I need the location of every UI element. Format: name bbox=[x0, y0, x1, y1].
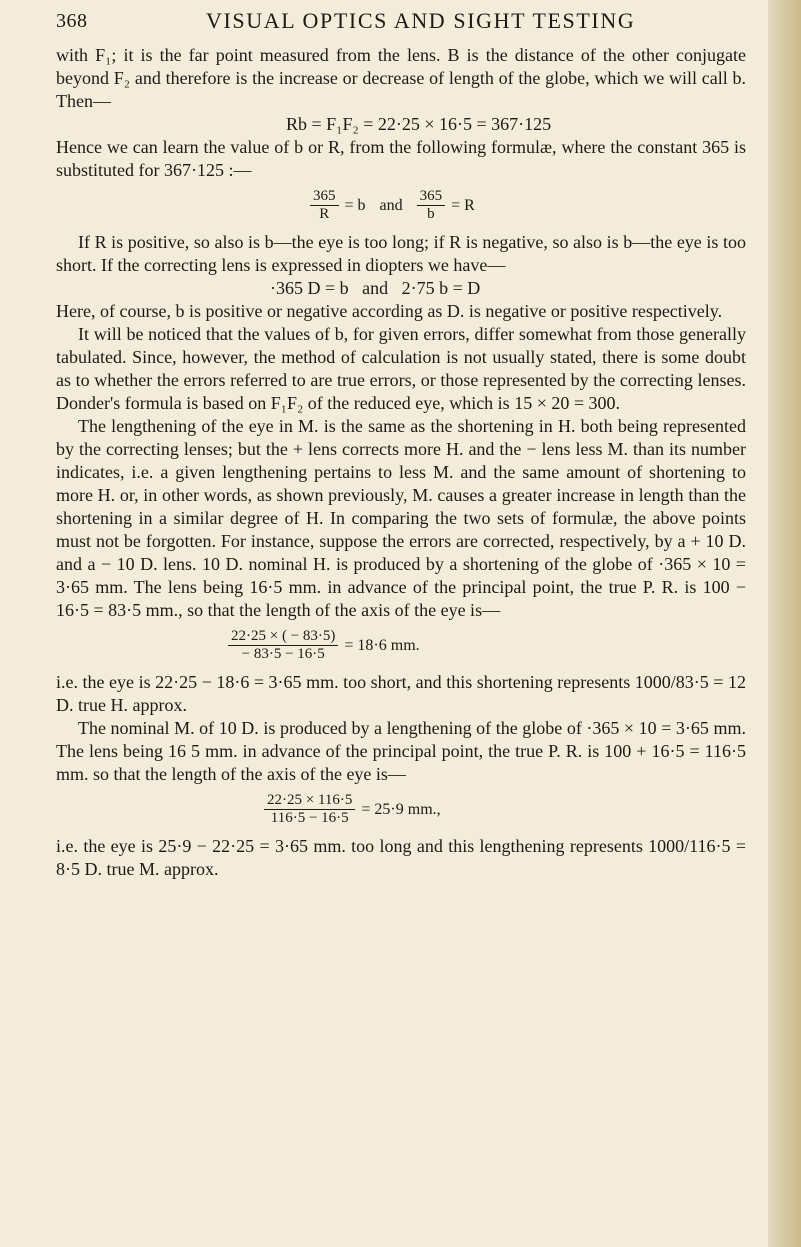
paragraph: with F₁; it is the far point measured from the lens. B is the distance of the other conjugate beyond F₂ and therefore is the increase or decrease of length of the globe, which we will call b. Then— bbox=[56, 45, 746, 111]
paragraph: It will be noticed that the values of b, for given errors, differ somewhat from those generally tabulated. Since, however, the method of calculation is not usually stated, there is some doubt as to whether the errors referred to are true errors, or those represented by the correcting lenses. Donder's formula is based on F₁F₂ of the reduced eye, which is 15 × 20 = 300. bbox=[56, 324, 746, 413]
paragraph: i.e. the eye is 22·25 − 18·6 = 3·65 mm. too short, and this shortening represents 1000/83·5 = 12 D. true H. approx. bbox=[56, 672, 746, 715]
body-text bbox=[56, 44, 746, 881]
fraction: $\frac{22\cdot 25 \times 116\cdot 5}{116\cdot 5 - 16\cdot 5}$ bbox=[264, 792, 355, 827]
page-number: 368 bbox=[56, 10, 88, 32]
paragraph: Hence we can learn the value of b or R, from the following formulæ, where the constant 365 is substituted for 367·125 :— bbox=[56, 137, 746, 180]
paragraph: Here, of course, b is positive or negative according as D. is negative or positive respectively. bbox=[56, 301, 723, 321]
page-edge bbox=[768, 0, 801, 1247]
axis-length-formula: $\frac{22\cdot 25 \times ( - 83\cdot 5)}{- 83\cdot 5 - 16\cdot 5}$ = 18·6 mm. bbox=[56, 628, 746, 663]
page-header bbox=[56, 6, 736, 36]
equation: ·365 D = b and 2·75 b = D bbox=[270, 278, 481, 298]
paragraph: The lengthening of the eye in M. is the same as the shortening in H. both being represented by the correcting lenses; but the + lens corrects more H. and the − lens less M. than its number indicates, i.e. a given lengthening pertains to less M. and the same amount of shortening to more H. or, in other words, as shown previously, M. causes a greater increase in length than the shortening in a similar degree of H. In comparing the two sets of formulæ, the above points must not be forgotten. For instance, suppose the errors are corrected, respectively, by a + 10 D. and a − 10 D. lens. 10 D. nominal H. is produced by a shortening of the globe of ·365 × 10 = 3·65 mm. The lens being 16·5 mm. in advance of the principal point, the true P. R. is 100 − 16·5 = 83·5 mm., so that the length of the axis of the eye is— bbox=[56, 416, 746, 620]
paragraph: i.e. the eye is 25·9 − 22·25 = 3·65 mm. too long and this lengthening represents 1000/116·5 = 8·5 D. true M. approx. bbox=[56, 836, 746, 879]
formula-pair: $\frac{365}{R}$ = b and $\frac{365}{b}$ = R bbox=[56, 188, 746, 223]
paragraph: If R is positive, so also is b—the eye is too long; if R is negative, so also is b—the eye is too short. If the correcting lens is expressed in diopters we have— bbox=[56, 232, 746, 275]
fraction: $\frac{22\cdot 25 \times ( - 83\cdot 5)}{- 83\cdot 5 - 16\cdot 5}$ bbox=[228, 628, 338, 663]
fraction: $\frac{365}{R}$ bbox=[310, 188, 339, 223]
axis-length-formula: $\frac{22\cdot 25 \times 116\cdot 5}{116\cdot 5 - 16\cdot 5}$ = 25·9 mm., bbox=[56, 792, 746, 827]
running-title: VISUAL OPTICS AND SIGHT TESTING bbox=[206, 8, 636, 33]
fraction: $\frac{365}{b}$ bbox=[417, 188, 446, 223]
paragraph: The nominal M. of 10 D. is produced by a lengthening of the globe of ·365 × 10 = 3·65 mm. The lens being 16 5 mm. in advance of the principal point, the true P. R. is 100 + 16·5 = 116·5 mm. so that the length of the axis of the eye is— bbox=[56, 718, 746, 784]
equation: Rb = F₁F₂ = 22·25 × 16·5 = 367·125 bbox=[286, 114, 552, 134]
